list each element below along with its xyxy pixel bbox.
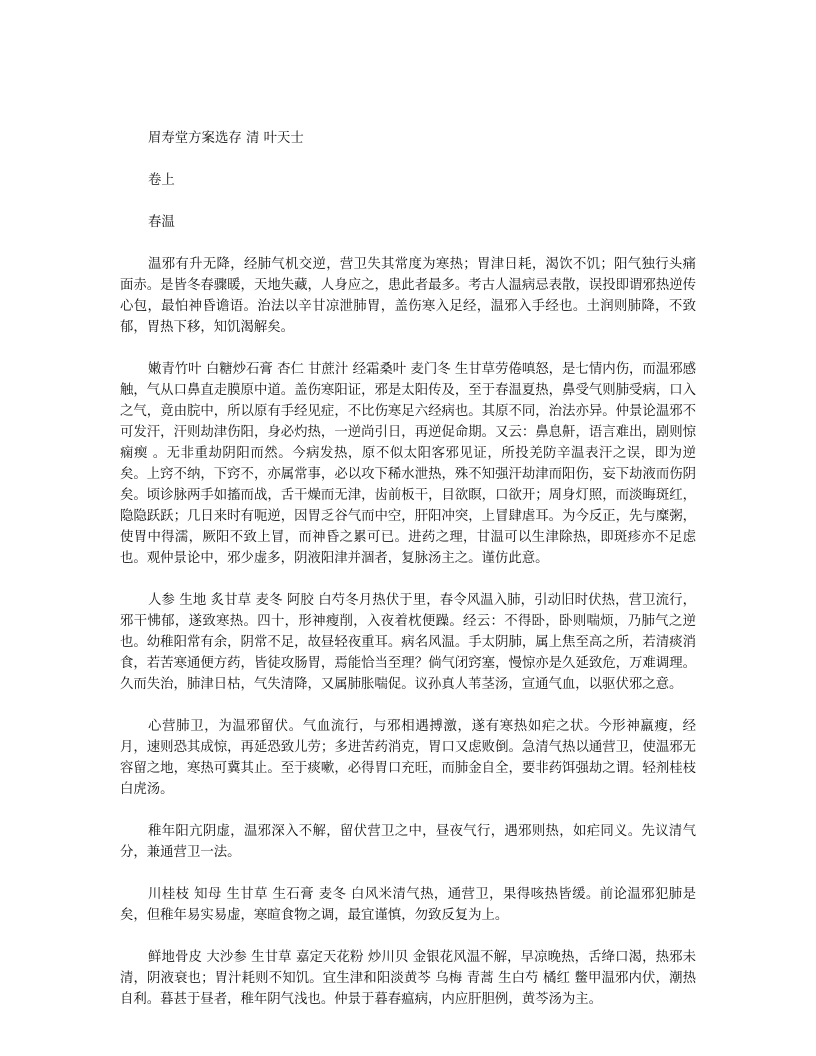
paragraph-5: 稚年阳亢阴虚，温邪深入不解，留伏营卫之中，昼夜气行，遇邪则热，如疟同义。先议清气分，兼通营卫一法。	[120, 824, 696, 860]
paragraph-7: 鲜地骨皮 大沙参 生甘草 嘉定天花粉 炒川贝 金银花风温不解，早凉晚热，舌绛口渴，热邪未清，阴液衰也；胃汁耗则不知饥。宜生津和阳淡黄芩 乌梅 青蒿 生白芍 橘红 鳖甲温邪内伏，潮热自利。暮甚于昼者，稚年阴气浅也。仲景于暮春瘟病，内应肝胆例，黄芩汤为主。	[120, 950, 696, 1007]
paragraph-3: 人参 生地 炙甘草 麦冬 阿胶 白芍冬月热伏于里，春令风温入肺，引动旧时伏热，营卫流行，邪干怫郁，遂致寒热。四十，形神瘦削，入夜着枕便躁。经云：不得卧，卧则喘烦，乃肺气之逆也。幼稚阳常有余，阴常不足，故昼轻夜重耳。病名风温。手太阴肺，属上焦至高之所，若清痰消食，若苦寒通便方药，皆徒攻肠胃，焉能恰当至理？倘气闭窍塞，慢惊亦是久延致危，万难调理。久而失治，肺津日枯，气失清降，又属肺胀喘促。议孙真人苇茎汤，宣通气血，以驱伏邪之意。	[120, 593, 696, 692]
paragraph-1: 温邪有升无降，经肺气机交逆，营卫失其常度为寒热；胃津日耗，渴饮不饥；阳气独行头痛面赤。是皆冬春骤暖，天地失藏，人身应之，患此者最多。考古人温病忌表散，误投即谓邪热逆传心包，最怕神昏谵语。治法以辛甘凉泄肺胃，盖伤寒入足经，温邪入手经也。土润则肺降，不致 郁，胃热下移，知饥渴解矣。	[120, 257, 696, 335]
document-page	[120, 128, 696, 1031]
volume-heading: 卷上	[148, 173, 175, 188]
paragraph-4: 心营肺卫，为温邪留伏。气血流行，与邪相遇搏激，遂有寒热如疟之状。今形神羸瘦，经月，速则恐其成惊，再延恐致儿劳；多进苦药消克，胃口又虑败倒。急清气热以通营卫，使温邪无容留之地，寒热可冀其止。至于痰嗽，必得胃口充旺，而肺金自全，要非药饵强劫之谓。轻剂桂枝白虎汤。	[120, 719, 696, 797]
paragraph-6: 川桂枝 知母 生甘草 生石膏 麦冬 白风米清气热，通营卫，果得咳热皆缓。前论温邪犯肺是矣，但稚年易实易虚，寒暄食物之调，最宜谨慎，勿致反复为上。	[120, 887, 696, 923]
section-heading: 春温	[148, 215, 175, 230]
paragraph-2: 嫩青竹叶 白糖炒石膏 杏仁 甘蔗汁 经霜桑叶 麦门冬 生甘草劳倦嗔怒，是七情内伤，而温邪感触，气从口鼻直走膜原中道。盖伤寒阳证，邪是太阳传及，至于春温夏热，鼻受气则肺受病，口入之气，竟由脘中，所以原有手经见症，不比伤寒足六经病也。其原不同，治法亦异。仲景论温邪不可发汗，汗则劫津伤阳，身必灼热，一逆尚引日，再逆促命期。又云：鼻息鼾，语言难出，剧则惊痫瘈 。无非重劫阴阳而然。今病发热，原不似太阳客邪见证，所投羌防辛温表汗之误，即为逆矣。上窍不纳，下窍不，亦属常事，必以攻下稀水泄热，殊不知强汗劫津而阳伤，妄下劫液而伤阴矣。顷诊脉两手如搐而战，舌干燥而无津，齿前板干，目欲瞑，口欲开；周身灯照，而淡晦斑红，隐隐跃跃；几日来时有呃逆，因胃乏谷气而中空，肝阳冲突，上冒肆虐耳。为今反正，先与糜粥，使胃中得濡，厥阳不致上冒，而神昏之累可已。进药之理，甘温可以生津除热，即斑疹亦不足虑也。观仲景论中，邪少虚多，阴液阳津并涸者，复脉汤主之。谨仿此意。	[120, 362, 696, 566]
document-title: 眉寿堂方案选存 清 叶天士	[148, 131, 304, 146]
